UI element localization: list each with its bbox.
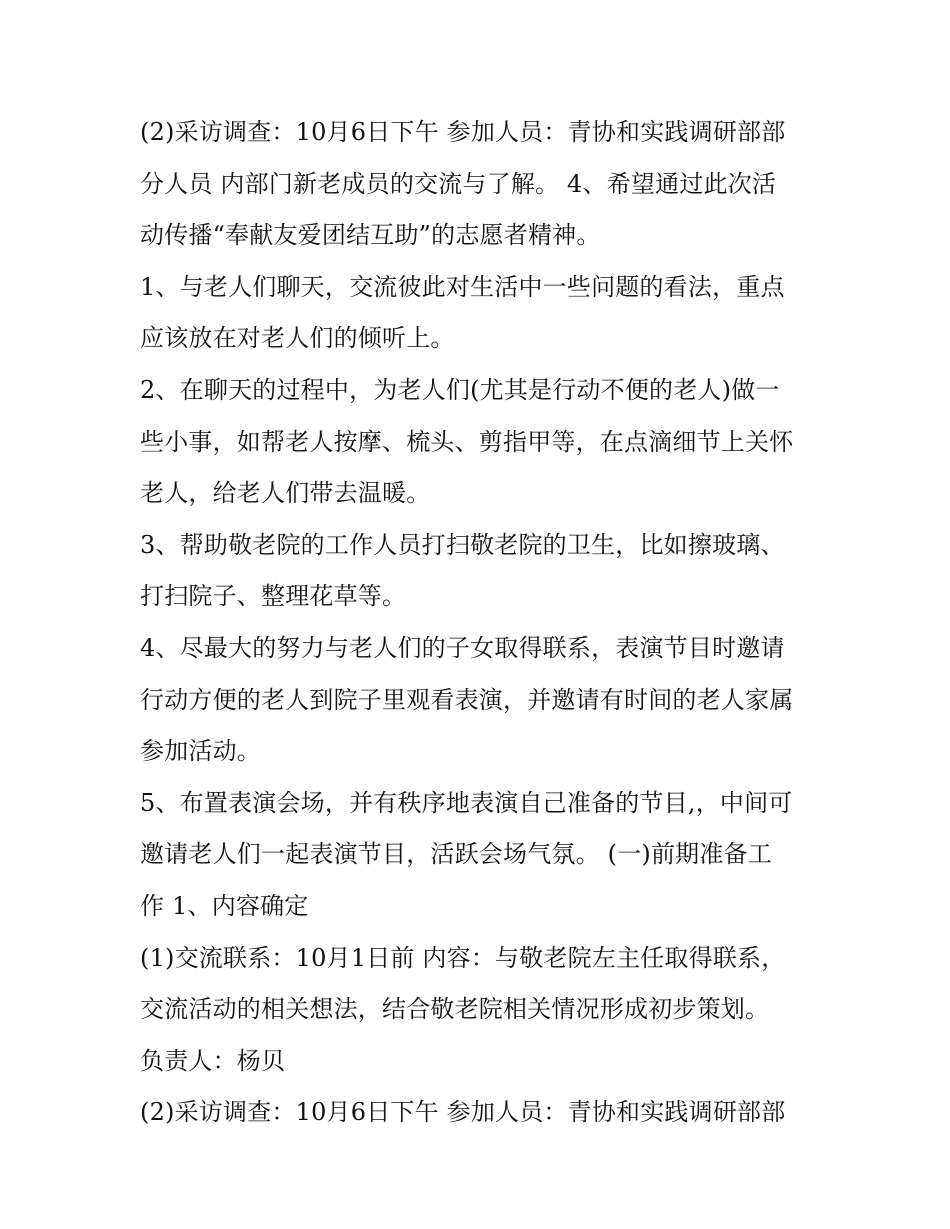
text-line: (1)交流联系：10月1日前 内容：与敬老院左主任取得联系， bbox=[140, 943, 786, 972]
text-line: 应该放在对老人们的倾听上。 bbox=[140, 324, 455, 353]
text-line: 参加活动。 bbox=[140, 737, 261, 766]
text-line: 邀请老人们一起表演节目，活跃会场气氛。 (一)前期准备工 bbox=[140, 840, 772, 869]
text-line: 老人，给老人们带去温暖。 bbox=[140, 479, 431, 508]
text-line: 打扫院子、整理花草等。 bbox=[140, 582, 407, 611]
text-line: 3、帮助敬老院的工作人员打扫敬老院的卫生，比如擦玻璃、 bbox=[140, 530, 785, 559]
text-line: 1、与老人们聊天，交流彼此对生活中一些问题的看法，重点 bbox=[140, 272, 785, 301]
text-line: 些小事，如帮老人按摩、梳头、剪指甲等，在点滴细节上关怀 bbox=[140, 427, 794, 456]
document-body bbox=[140, 107, 830, 1139]
text-line: 动传播“奉献友爱团结互助”的志愿者精神。 bbox=[140, 221, 601, 250]
text-line: 作 1、内容确定 bbox=[140, 891, 309, 920]
text-line: 4、尽最大的努力与老人们的子女取得联系，表演节目时邀请 bbox=[140, 633, 785, 662]
text-line: (2)采访调查：10月6日下午 参加人员：青协和实践调研部部 bbox=[140, 1098, 786, 1127]
text-line: 交流活动的相关想法，结合敬老院相关情况形成初步策划。 bbox=[140, 995, 770, 1024]
text-line: (2)采访调查：10月6日下午 参加人员：青协和实践调研部部 bbox=[140, 118, 786, 146]
text-line: 2、在聊天的过程中，为老人们(尤其是行动不便的老人)做一 bbox=[140, 375, 780, 404]
text-line: 行动方便的老人到院子里观看表演，并邀请有时间的老人家属 bbox=[140, 685, 794, 714]
text-line: 负责人：杨贝 bbox=[140, 1046, 286, 1075]
text-line: 5、布置表演会场，并有秩序地表演自己准备的节目,，中间可 bbox=[140, 788, 793, 817]
text-line: 分人员 内部门新老成员的交流与了解。 4、希望通过此次活 bbox=[140, 169, 777, 198]
